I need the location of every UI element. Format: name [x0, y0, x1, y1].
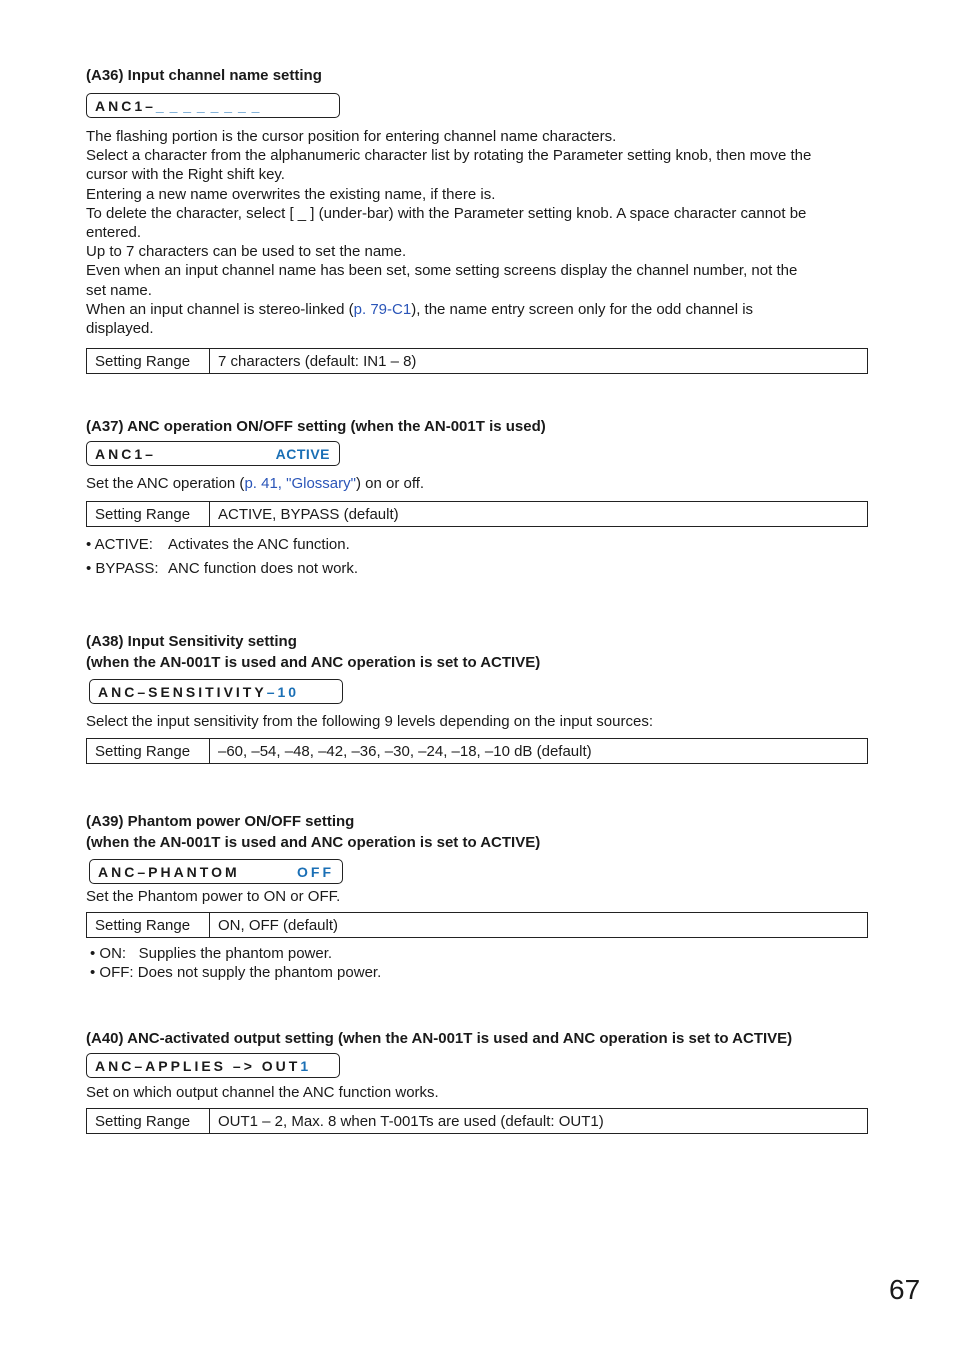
lcd-value: OFF: [297, 864, 334, 880]
range-label: Setting Range: [87, 913, 210, 938]
page-number: 67: [889, 1274, 921, 1305]
section-a39: [86, 811, 868, 982]
setting-range-table: [86, 348, 868, 374]
bullet-term: • OFF:: [90, 964, 134, 982]
bullet-list: [86, 533, 868, 581]
section-a40: [86, 1028, 868, 1134]
list-item: [86, 557, 868, 581]
lcd-value: ACTIVE: [275, 446, 330, 462]
section-a37: [86, 416, 868, 581]
description: [86, 474, 868, 493]
setting-range-table: [86, 738, 868, 764]
text-line: set name.: [86, 281, 152, 299]
bullet-term: • ACTIVE:: [86, 536, 153, 554]
lcd-display: [89, 679, 343, 704]
bullet-desc: Supplies the phantom power.: [138, 945, 333, 963]
lcd-cursor: _ _ _ _ _ _ _ _: [155, 98, 261, 114]
range-value: OUT1 – 2, Max. 8 when T-001Ts are used (default: OUT1): [210, 1109, 868, 1134]
text-fragment: When an input channel is stereo-linked (: [86, 300, 354, 318]
setting-range-table: [86, 912, 868, 938]
description: Set the Phantom power to ON or OFF.: [86, 888, 341, 905]
text-line: Entering a new name overwrites the existing name, if there is.: [86, 185, 496, 203]
range-label: Setting Range: [87, 349, 210, 374]
setting-range-table: [86, 501, 868, 527]
lcd-text: ANC–PHANTOM: [98, 864, 240, 880]
range-value: ACTIVE, BYPASS (default): [210, 502, 868, 527]
section-subheading: (when the AN-001T is used and ANC operation is set to ACTIVE): [86, 834, 541, 851]
range-label: Setting Range: [87, 502, 210, 527]
bullet-list: [86, 944, 868, 982]
range-label: Setting Range: [87, 739, 210, 764]
section-heading: (A36) Input channel name setting: [86, 67, 322, 84]
bullet-desc: Activates the ANC function.: [168, 536, 350, 554]
section-a36: [86, 65, 868, 374]
lcd-display: [89, 859, 343, 884]
text-fragment: ) on or off.: [355, 475, 425, 492]
list-item: [90, 963, 868, 982]
setting-range-table: [86, 1108, 868, 1134]
text-line: entered.: [86, 224, 142, 242]
description: Set on which output channel the ANC function works.: [86, 1084, 439, 1101]
range-value: –60, –54, –48, –42, –36, –30, –24, –18, –10 dB (default): [210, 739, 868, 764]
section-heading: (A37) ANC operation ON/OFF setting (when the AN-001T is used): [86, 418, 546, 435]
description: Select the input sensitivity from the following 9 levels depending on the input sources:: [86, 713, 653, 730]
text-line: Select a character from the alphanumeric character list by rotating the Parameter setting knob, then move the: [86, 147, 812, 165]
section-subheading: (when the AN-001T is used and ANC operation is set to ACTIVE): [86, 654, 541, 671]
text-line: cursor with the Right shift key.: [86, 166, 285, 184]
section-a38: [86, 631, 868, 764]
lcd-value: –10: [266, 684, 300, 700]
lcd-text: ANC–SENSITIVITY: [98, 684, 267, 700]
bullet-desc: ANC function does not work.: [168, 560, 359, 578]
section-heading: (A39) Phantom power ON/OFF setting: [86, 813, 355, 830]
bullet-term: • BYPASS:: [86, 560, 159, 578]
range-label: Setting Range: [87, 1109, 210, 1134]
list-item: [90, 944, 868, 963]
text-line: Up to 7 characters can be used to set the name.: [86, 243, 407, 261]
text-line: [86, 300, 868, 319]
bullet-term: • ON:: [90, 945, 127, 963]
text-line: Even when an input channel name has been set, some setting screens display the channel number, not the: [86, 262, 798, 280]
text-line: displayed.: [86, 320, 154, 338]
glossary-link[interactable]: p. 41, "Glossary": [244, 475, 356, 492]
section-heading: (A40) ANC-activated output setting (when the AN-001T is used and ANC operation is set to ACTIVE): [86, 1030, 793, 1047]
lcd-text: ANC1–: [95, 446, 156, 462]
description: [86, 127, 868, 338]
lcd-value: 1: [300, 1058, 312, 1074]
text-fragment: ), the name entry screen only for the odd channel is: [411, 300, 754, 318]
page-link[interactable]: p. 79-C1: [353, 300, 412, 318]
text-fragment: Set the ANC operation (: [86, 475, 245, 492]
range-value: ON, OFF (default): [210, 913, 868, 938]
section-heading: (A38) Input Sensitivity setting: [86, 633, 297, 650]
bullet-desc: Does not supply the phantom power.: [137, 964, 382, 982]
text-line: The flashing portion is the cursor position for entering channel name characters.: [86, 128, 617, 145]
range-value: 7 characters (default: IN1 – 8): [210, 349, 868, 374]
list-item: [86, 533, 868, 557]
text-line: To delete the character, select [ _ ] (under-bar) with the Parameter setting knob. A space character cannot be: [86, 204, 807, 222]
lcd-display: [86, 1053, 340, 1078]
lcd-text: ANC1–: [95, 98, 156, 114]
lcd-display: [86, 441, 340, 466]
lcd-display: [86, 93, 340, 118]
lcd-text: ANC–APPLIES –> OUT: [95, 1058, 301, 1074]
